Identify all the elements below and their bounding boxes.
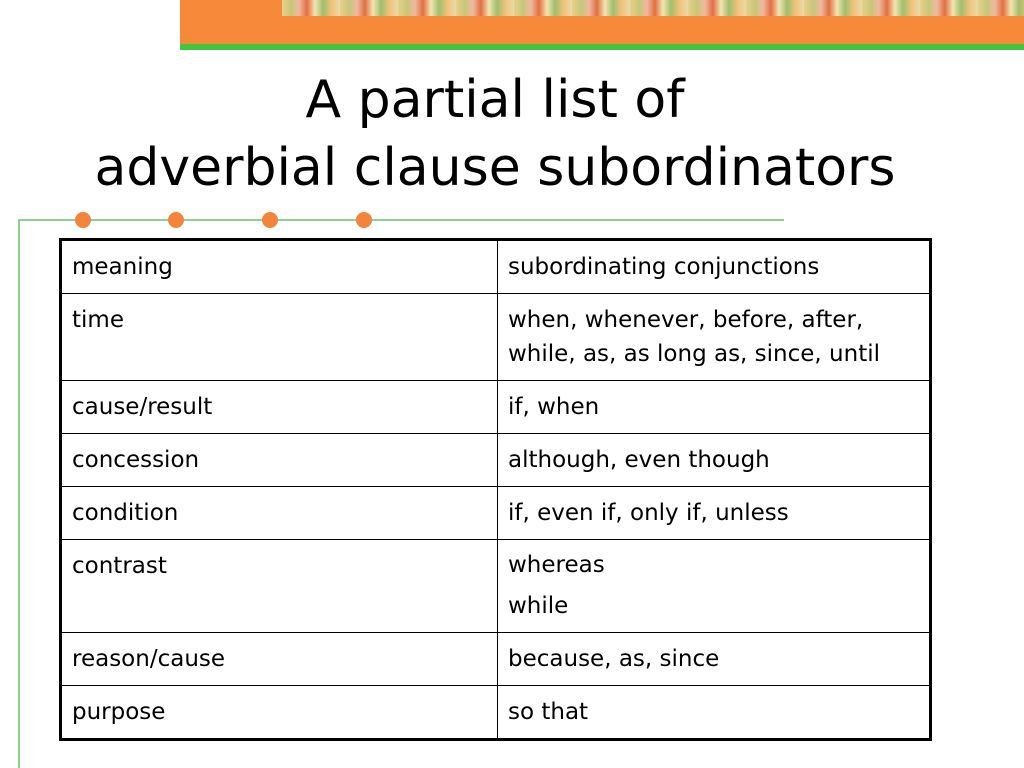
bullet-dot <box>75 212 91 228</box>
bullet-dot <box>356 212 372 228</box>
table-row <box>61 294 931 381</box>
bullet-dot <box>262 212 278 228</box>
conjunction-line: if, when <box>508 394 600 420</box>
conjunctions-cell <box>498 686 931 740</box>
header-conjunctions: subordinating conjunctions <box>498 240 931 294</box>
conjunctions-cell <box>498 294 931 381</box>
conjunction-line: whereas <box>508 552 605 578</box>
table-row <box>61 540 931 633</box>
top-green-stripe <box>180 44 1024 50</box>
table-row <box>61 686 931 740</box>
title-line-2: adverbial clause subordinators <box>94 138 896 198</box>
conjunctions-cell <box>498 434 931 487</box>
conjunctions-cell <box>498 487 931 540</box>
bullet-dot <box>168 212 184 228</box>
table-row <box>61 633 931 686</box>
meaning-cell: cause/result <box>61 381 498 434</box>
meaning-cell: concession <box>61 434 498 487</box>
table-header-row <box>61 240 931 294</box>
conjunction-line: if, even if, only if, unless <box>508 500 789 526</box>
conjunction-line: because, as, since <box>508 646 720 672</box>
table-row <box>61 381 931 434</box>
conjunctions-cell <box>498 633 931 686</box>
meaning-cell: reason/cause <box>61 633 498 686</box>
conjunction-line: when, whenever, before, after, <box>508 307 864 333</box>
conjunctions-cell <box>498 381 931 434</box>
conjunction-line: while <box>508 593 569 619</box>
meaning-cell: time <box>61 294 498 381</box>
meaning-cell: condition <box>61 487 498 540</box>
table-row <box>61 487 931 540</box>
top-decorative-pattern <box>282 0 1024 16</box>
conjunction-line: so that <box>508 699 589 725</box>
slide-title <box>0 66 990 202</box>
conjunctions-cell <box>498 540 931 633</box>
title-line-1: A partial list of <box>305 70 685 130</box>
meaning-cell: contrast <box>61 540 498 633</box>
vertical-rule <box>18 219 20 768</box>
header-meaning: meaning <box>61 240 498 294</box>
subordinators-table <box>59 238 932 741</box>
conjunction-line: although, even though <box>508 447 770 473</box>
meaning-cell: purpose <box>61 686 498 740</box>
horizontal-rule <box>18 219 784 221</box>
table-row <box>61 434 931 487</box>
conjunction-line: while, as, as long as, since, until <box>508 341 880 367</box>
